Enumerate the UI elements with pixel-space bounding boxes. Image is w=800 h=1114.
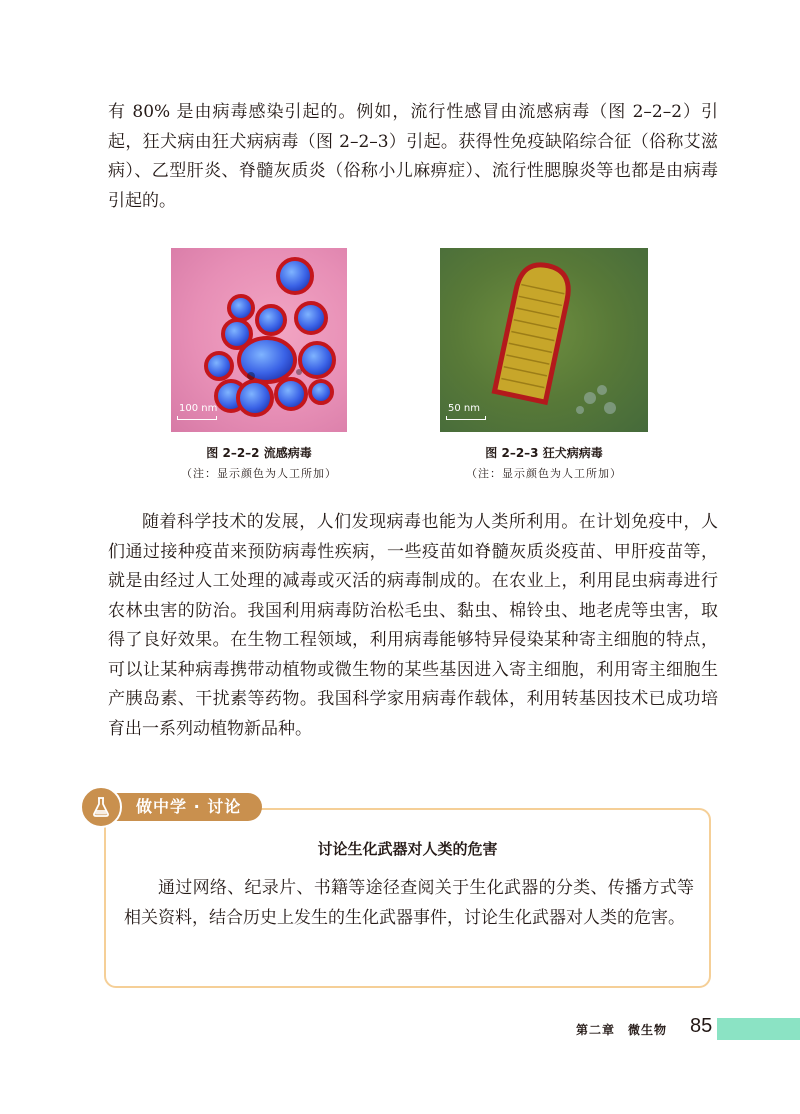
activity-box xyxy=(104,808,711,988)
footer-band xyxy=(717,1018,800,1040)
scale-bar xyxy=(177,416,217,420)
influenza-micrograph xyxy=(171,248,347,432)
rabies-micrograph xyxy=(440,248,648,432)
figure-note: （注：显示颜色为人工所加） xyxy=(181,467,337,480)
scale-label: 50 nm xyxy=(448,403,480,414)
figure-influenza-virus xyxy=(171,248,347,481)
scale-bar xyxy=(446,416,486,420)
paragraph-intro: 有 80% 是由病毒感染引起的。例如，流行性感冒由流感病毒（图 2–2–2）引起，狂犬病由狂犬病病毒（图 2–2–3）引起。获得性免疫缺陷综合征（俗称艾滋病）、乙型肝炎、脊髓灰质炎（俗称小儿麻痹症）、流行性腮腺炎等也都是由病毒引起的。 xyxy=(108,102,718,211)
page-number: 85 xyxy=(690,1015,713,1037)
figure-caption: 图 2–2–3 狂犬病病毒 xyxy=(485,446,603,460)
activity-tab xyxy=(80,786,265,828)
flask-icon xyxy=(80,786,122,828)
figure-rabies-virus xyxy=(440,248,648,481)
activity-body: 通过网络、纪录片、书籍等途径查阅关于生化武器的分类、传播方式等相关资料，结合历史上发生的生化武器事件，讨论生化武器对人类的危害。 xyxy=(124,878,694,928)
figure-note: （注：显示颜色为人工所加） xyxy=(466,467,622,480)
activity-tab-label: 做中学 · 讨论 xyxy=(102,793,262,821)
activity-title: 讨论生化武器对人类的危害 xyxy=(317,840,498,858)
scale-label: 100 nm xyxy=(179,403,218,414)
footer-chapter: 第二章 微生物 xyxy=(576,1023,668,1037)
paragraph-virus-uses: 随着科学技术的发展，人们发现病毒也能为人类所利用。在计划免疫中，人们通过接种疫苗来预防病毒性疾病，一些疫苗如脊髓灰质炎疫苗、甲肝疫苗等，就是由经过人工处理的减毒或灭活的病毒制成的。在农业上，利用昆虫病毒进行农林虫害的防治。我国利用病毒防治松毛虫、黏虫、棉铃虫、地老虎等虫害，取得了良好效果。在生物工程领域，利用病毒能够特异侵染某种寄主细胞的特点，可以让某种病毒携带动植物或微生物的某些基因进入寄主细胞，利用寄主细胞生产胰岛素、干扰素等药物。我国科学家用病毒作载体，利用转基因技术已成功培育出一系列动植物新品种。 xyxy=(108,512,718,739)
figure-caption: 图 2–2–2 流感病毒 xyxy=(206,446,312,460)
